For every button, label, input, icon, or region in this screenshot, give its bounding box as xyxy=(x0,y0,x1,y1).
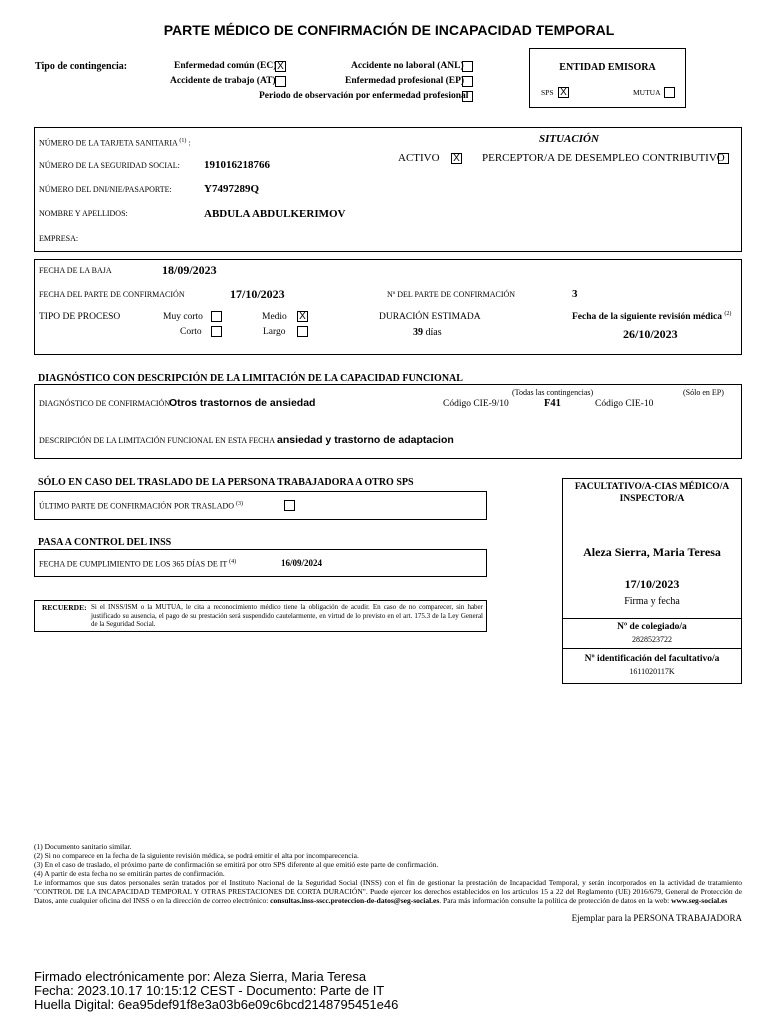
medio-label: Medio xyxy=(262,312,287,322)
traslado-box xyxy=(34,491,487,520)
page-title: PARTE MÉDICO DE CONFIRMACIÓN DE INCAPACIDAD TEMPORAL xyxy=(163,22,615,38)
activo-checkbox[interactable]: X xyxy=(451,153,462,164)
todas-note: (Todas las contingencias) xyxy=(512,388,594,397)
desc-label: DESCRIPCIÓN DE LA LIMITACIÓN FUNCIONAL EN ESTA FECHA xyxy=(39,436,275,445)
at-label: Accidente de trabajo (AT) xyxy=(170,76,276,86)
duracion-unit: días xyxy=(425,327,442,338)
baja-label: FECHA DE LA BAJA xyxy=(39,266,112,275)
ss-label: NÚMERO DE LA SEGURIDAD SOCIAL: xyxy=(39,161,180,170)
ejemplar-label: Ejemplar para la PERSONA TRABAJADORA xyxy=(571,913,742,923)
inss-fecha-label-text: FECHA DE CUMPLIMIENTO DE LOS 365 DÍAS DE IT xyxy=(39,559,228,569)
facultativo-title: FACULTATIVO/A-CIAS MÉDICO/A INSPECTOR/A xyxy=(574,482,730,504)
diagnostico-box xyxy=(34,384,742,459)
signature-line-2: Fecha: 2023.10.17 10:15:12 CEST - Documento: Parte de IT xyxy=(34,983,385,998)
mutua-label: MUTUA xyxy=(633,88,661,97)
traslado-title: SÓLO EN CASO DEL TRASLADO DE LA PERSONA TRABAJADORA A OTRO SPS xyxy=(38,477,414,488)
confirm-date-label: FECHA DEL PARTE DE CONFIRMACIÓN xyxy=(39,290,185,299)
tarjeta-note: (1) xyxy=(179,138,187,144)
contingencia-label: Tipo de contingencia: xyxy=(35,61,128,72)
cie9-label: Código CIE-9/10 xyxy=(443,399,509,409)
traslado-label xyxy=(39,501,243,511)
inss-fecha-value: 16/09/2024 xyxy=(281,558,323,568)
nombre-value: ABDULA ABDULKERIMOV xyxy=(204,208,346,220)
num-parte-value: 3 xyxy=(572,288,578,300)
identificacion-box xyxy=(34,127,742,252)
mutua-checkbox[interactable] xyxy=(664,87,675,98)
colegiado-box xyxy=(562,618,742,649)
diag-confirm-value: Otros trastornos de ansiedad xyxy=(169,397,316,409)
confirm-date-value: 17/10/2023 xyxy=(230,287,285,301)
sps-checkbox[interactable]: X xyxy=(558,87,569,98)
inss-fecha-note: (4) xyxy=(229,559,237,565)
ident-label: Nº identificación del facultativo/a xyxy=(584,654,720,664)
ss-value: 191016218766 xyxy=(204,159,270,171)
firma-label: Firma y fecha xyxy=(624,596,680,607)
privacy-text: Le informamos que sus datos personales serán tratados por el Instituto Nacional de la Seguridad Social (INSS) con el fin de gestionar la prestación de Incapacidad Temporal, y serán incorporados en la actividad de tratamiento "CONTROL DE LA INCAPACIDAD TEMPORAL Y OTRAS PRESTACIONES DE CORTA DURACIÓN". Puede ejercer los derechos establecidos en los artículos 15 a 22 del Reglamento (UE) 2016/679, General de Protección de Datos, ante cualquier oficina del INSS o en la dirección de correo electrónico: xyxy=(34,878,742,905)
signature-line-3: Huella Digital: 6ea95def91f8e3a03b6e09c6bcd2148795451e46 xyxy=(34,997,399,1012)
tarjeta-colon: : xyxy=(188,138,191,148)
inss-title: PASA A CONTROL DEL INSS xyxy=(38,537,172,548)
perceptor-checkbox[interactable] xyxy=(718,153,729,164)
facultativo-fecha: 17/10/2023 xyxy=(624,577,680,591)
dni-value: Y7497289Q xyxy=(204,183,259,195)
corto-checkbox[interactable] xyxy=(211,326,222,337)
obs-label: Periodo de observación por enfermedad profesional xyxy=(259,91,469,101)
cie10-label: Código CIE-10 xyxy=(595,399,654,409)
muy-corto-label: Muy corto xyxy=(163,312,203,322)
note-3: (3) En el caso de traslado, el próximo parte de confirmación se emitirá por otro SPS diferente al que emitió este parte de confirmación. xyxy=(34,860,439,869)
facultativo-nombre: Aleza Sierra, Maria Teresa xyxy=(583,545,721,559)
ep-checkbox[interactable] xyxy=(462,76,473,87)
ep-note: (Sólo en EP) xyxy=(683,388,724,397)
traslado-label-text: ÚLTIMO PARTE DE CONFIRMACIÓN POR TRASLADO xyxy=(39,501,235,511)
nombre-label: NOMBRE Y APELLIDOS: xyxy=(39,209,128,218)
sps-label: SPS xyxy=(541,88,554,97)
colegiado-label: Nº de colegiado/a xyxy=(617,622,687,632)
recuerde-text: Si el INSS/ISM o la MUTUA, le cita a reconocimiento médico tiene la obligación de acudir. En caso de no comparecer, sin haber justificado su ausencia, el pago de su prestación será suspendido cautelarmente, en virtud de lo previsto en el art. 175.3 de la Ley General de la Seguridad Social. xyxy=(91,603,483,628)
baja-value: 18/09/2023 xyxy=(162,263,217,277)
traslado-checkbox[interactable] xyxy=(284,500,295,511)
note-2: (2) Si no comparece en la fecha de la siguiente revisión médica, se podrá emitir el alta por incomparecencia. xyxy=(34,851,359,860)
tarjeta-label xyxy=(39,138,191,148)
traslado-note: (3) xyxy=(236,501,244,507)
recuerde-box xyxy=(34,600,487,632)
revision-value: 26/10/2023 xyxy=(623,327,678,341)
medio-checkbox[interactable]: X xyxy=(297,311,308,322)
largo-checkbox[interactable] xyxy=(297,326,308,337)
signature-line-1: Firmado electrónicamente por: Aleza Sierra, Maria Teresa xyxy=(34,969,367,984)
obs-checkbox[interactable] xyxy=(462,91,473,102)
dni-label: NÚMERO DEL DNI/NIE/PASAPORTE: xyxy=(39,185,172,194)
footnotes xyxy=(34,842,742,905)
duracion-field xyxy=(413,327,442,338)
cie9-value: F41 xyxy=(544,398,561,409)
note-1: (1) Documento sanitario similar. xyxy=(34,842,132,851)
revision-label xyxy=(572,311,731,322)
electronic-signature xyxy=(34,970,398,1012)
ec-label: Enfermedad común (EC) xyxy=(174,61,277,71)
largo-label: Largo xyxy=(263,327,286,337)
activo-label: ACTIVO xyxy=(398,152,440,164)
empresa-label: EMPRESA: xyxy=(39,234,79,243)
situacion-title: SITUACIÓN xyxy=(539,133,599,145)
fechas-box xyxy=(34,259,742,355)
recuerde-label: RECUERDE: xyxy=(42,603,87,612)
desc-value: ansiedad y trastorno de adaptacion xyxy=(277,434,454,446)
corto-label: Corto xyxy=(180,327,202,337)
privacy-email[interactable]: consultas.inss-sscc.proteccion-de-datos@seg-social.es xyxy=(270,896,440,905)
duracion-value: 39 xyxy=(413,327,423,338)
tarjeta-label-text: NÚMERO DE LA TARJETA SANITARIA xyxy=(39,138,178,148)
entidad-emisora-box xyxy=(529,48,686,108)
ep-label: Enfermedad profesional (EP) xyxy=(345,76,465,86)
ec-checkbox[interactable]: X xyxy=(275,61,286,72)
num-parte-label: Nº DEL PARTE DE CONFIRMACIÓN xyxy=(387,290,516,299)
privacy-end: . Para más información consulte la política de protección de datos en la web: xyxy=(439,896,670,905)
muy-corto-checkbox[interactable] xyxy=(211,311,222,322)
note-4: (4) A partir de esta fecha no se emitirán partes de confirmación. xyxy=(34,869,225,878)
privacy-web[interactable]: www.seg-social.es xyxy=(671,896,728,905)
revision-label-text: Fecha de la siguiente revisión médica xyxy=(572,312,722,323)
identificacion-facultativo-box xyxy=(562,648,742,684)
inss-box xyxy=(34,549,487,577)
at-checkbox[interactable] xyxy=(275,76,286,87)
duracion-label: DURACIÓN ESTIMADA xyxy=(379,312,481,322)
anl-label: Accidente no laboral (ANL) xyxy=(351,61,464,71)
tipo-proceso-label: TIPO DE PROCESO xyxy=(39,312,121,322)
privacy-notice xyxy=(34,878,742,905)
diag-confirm-label: DIAGNÓSTICO DE CONFIRMACIÓN xyxy=(39,399,171,408)
ident-value: 1611020117K xyxy=(629,667,675,676)
anl-checkbox[interactable] xyxy=(462,61,473,72)
diagnostico-section-title: DIAGNÓSTICO CON DESCRIPCIÓN DE LA LIMITACIÓN DE LA CAPACIDAD FUNCIONAL xyxy=(38,373,463,384)
revision-note: (2) xyxy=(724,311,732,317)
entidad-title: ENTIDAD EMISORA xyxy=(559,62,656,73)
colegiado-value: 2828523722 xyxy=(632,635,672,644)
inss-fecha-label xyxy=(39,559,236,569)
facultativo-box xyxy=(562,478,742,619)
perceptor-label: PERCEPTOR/A DE DESEMPLEO CONTRIBUTIVO xyxy=(482,152,725,164)
